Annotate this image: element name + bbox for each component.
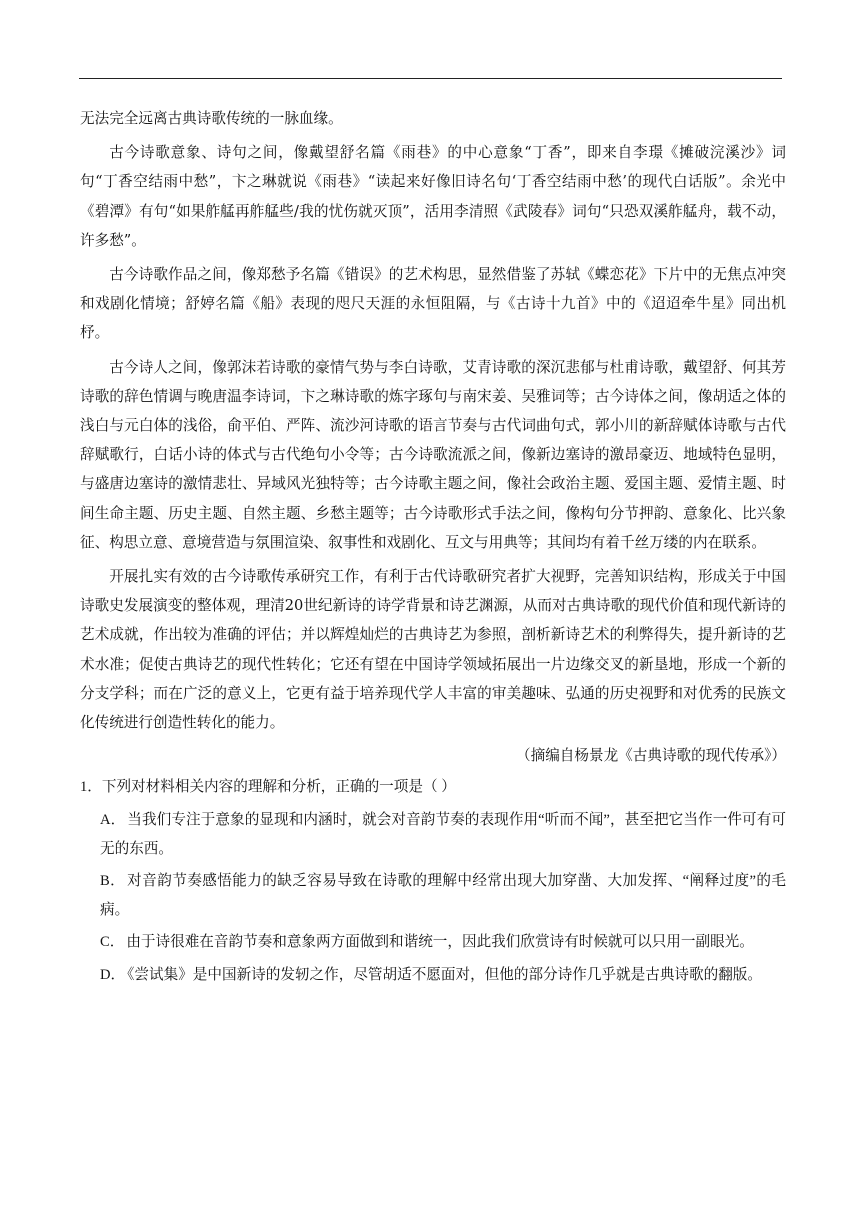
option-c <box>80 928 786 957</box>
option-text: 由于诗很难在音韵节奏和意象两方面做到和谐统一，因此我们欣赏诗有时候就可以只用一副眼光。 <box>126 934 754 951</box>
option-letter: B． <box>100 873 126 890</box>
paragraph-imagery: 古今诗歌意象、诗句之间，像戴望舒名篇《雨巷》的中心意象“丁香”，即来自李璟《摊破浣溪沙》词句“丁香空结雨中愁”，卞之琳就说《雨巷》“读起来好像旧诗名句‘丁香空结雨中愁’的现代白话版”。余光中《碧潭》有句“如果舴艋再舴艋些/我的忧伤就灭顶”，活用李清照《武陵春》词句“只恐双溪舴艋舟，载不动，许多愁”。 <box>80 144 786 249</box>
document-body <box>80 104 786 990</box>
paragraph-research: 开展扎实有效的古今诗歌传承研究工作，有利于古代诗歌研究者扩大视野，完善知识结构，形成关于中国诗歌史发展演变的整体观，理清20世纪新诗的诗学背景和诗艺渊源，从而对古典诗歌的现代价值和现代新诗的艺术成就，作出较为准确的评估；并以辉煌灿烂的古典诗艺为参照，剖析新诗艺术的利弊得失，提升新诗的艺术水准；促使古典诗艺的现代性转化；它还有望在中国诗学领域拓展出一片边缘交叉的新垦地，形成一个新的分支学科；而在广泛的意义上，它更有益于培养现代学人丰富的审美趣味、弘通的历史视野和对优秀的民族文化传统进行创造性转化的能力。 <box>80 568 786 732</box>
option-letter: A． <box>100 811 126 828</box>
option-letter: D． <box>100 966 126 983</box>
question-stem: 1．下列对材料相关内容的理解和分析，正确的一项是（ ） <box>80 779 456 796</box>
option-text: 《尝试集》是中国新诗的发轫之作，尽管胡适不愿面对，但他的部分诗作几乎就是古典诗歌的翻版。 <box>127 966 762 983</box>
paragraph-continuation: 无法完全远离古典诗歌传统的一脉血缘。 <box>80 110 343 127</box>
option-a <box>80 806 786 864</box>
paragraph-works: 古今诗歌作品之间，像郑愁予名篇《错误》的艺术构思，显然借鉴了苏轼《蝶恋花》下片中的无焦点冲突和戏剧化情境；舒婷名篇《船》表现的咫尺天涯的永恒阻隔，与《古诗十九首》中的《迢迢牵牛星》同出机杼。 <box>80 266 786 342</box>
option-b <box>80 867 786 925</box>
header-rule <box>79 78 782 79</box>
option-text: 当我们专注于意象的显现和内涵时，就会对音韵节奏的表现作用“听而不闻”，甚至把它当作一件可有可无的东西。 <box>100 811 786 857</box>
source-citation: （摘编自杨景龙《古典诗歌的现代传承》） <box>516 747 786 765</box>
option-d <box>80 961 786 990</box>
option-letter: C． <box>100 934 125 951</box>
option-text: 对音韵节奏感悟能力的缺乏容易导致在诗歌的理解中经常出现大加穿凿、大加发挥、“阐释过度”的毛病。 <box>100 873 787 919</box>
paragraph-poets: 古今诗人之间，像郭沫若诗歌的豪情气势与李白诗歌，艾青诗歌的深沉悲郁与杜甫诗歌，戴望舒、何其芳诗歌的辞色情调与晚唐温李诗词，卞之琳诗歌的炼字琢句与南宋姜、吴雅词等；古今诗体之间，像胡适之体的浅白与元白体的浅俗，俞平伯、严阵、流沙河诗歌的语言节奏与古代词曲句式，郭小川的新辞赋体诗歌与古代辞赋歌行，白话小诗的体式与古代绝句小令等；古今诗歌流派之间，像新边塞诗的激昂豪迈、地域特色显明，与盛唐边塞诗的激情悲壮、异域风光独特等；古今诗歌主题之间，像社会政治主题、爱国主题、爱情主题、时间生命主题、历史主题、自然主题、乡愁主题等；古今诗歌形式手法之间，像构句分节押韵、意象化、比兴象征、构思立意、意境营造与氛围渲染、叙事性和戏剧化、互文与用典等；其间均有着千丝万缕的内在联系。 <box>80 358 786 551</box>
